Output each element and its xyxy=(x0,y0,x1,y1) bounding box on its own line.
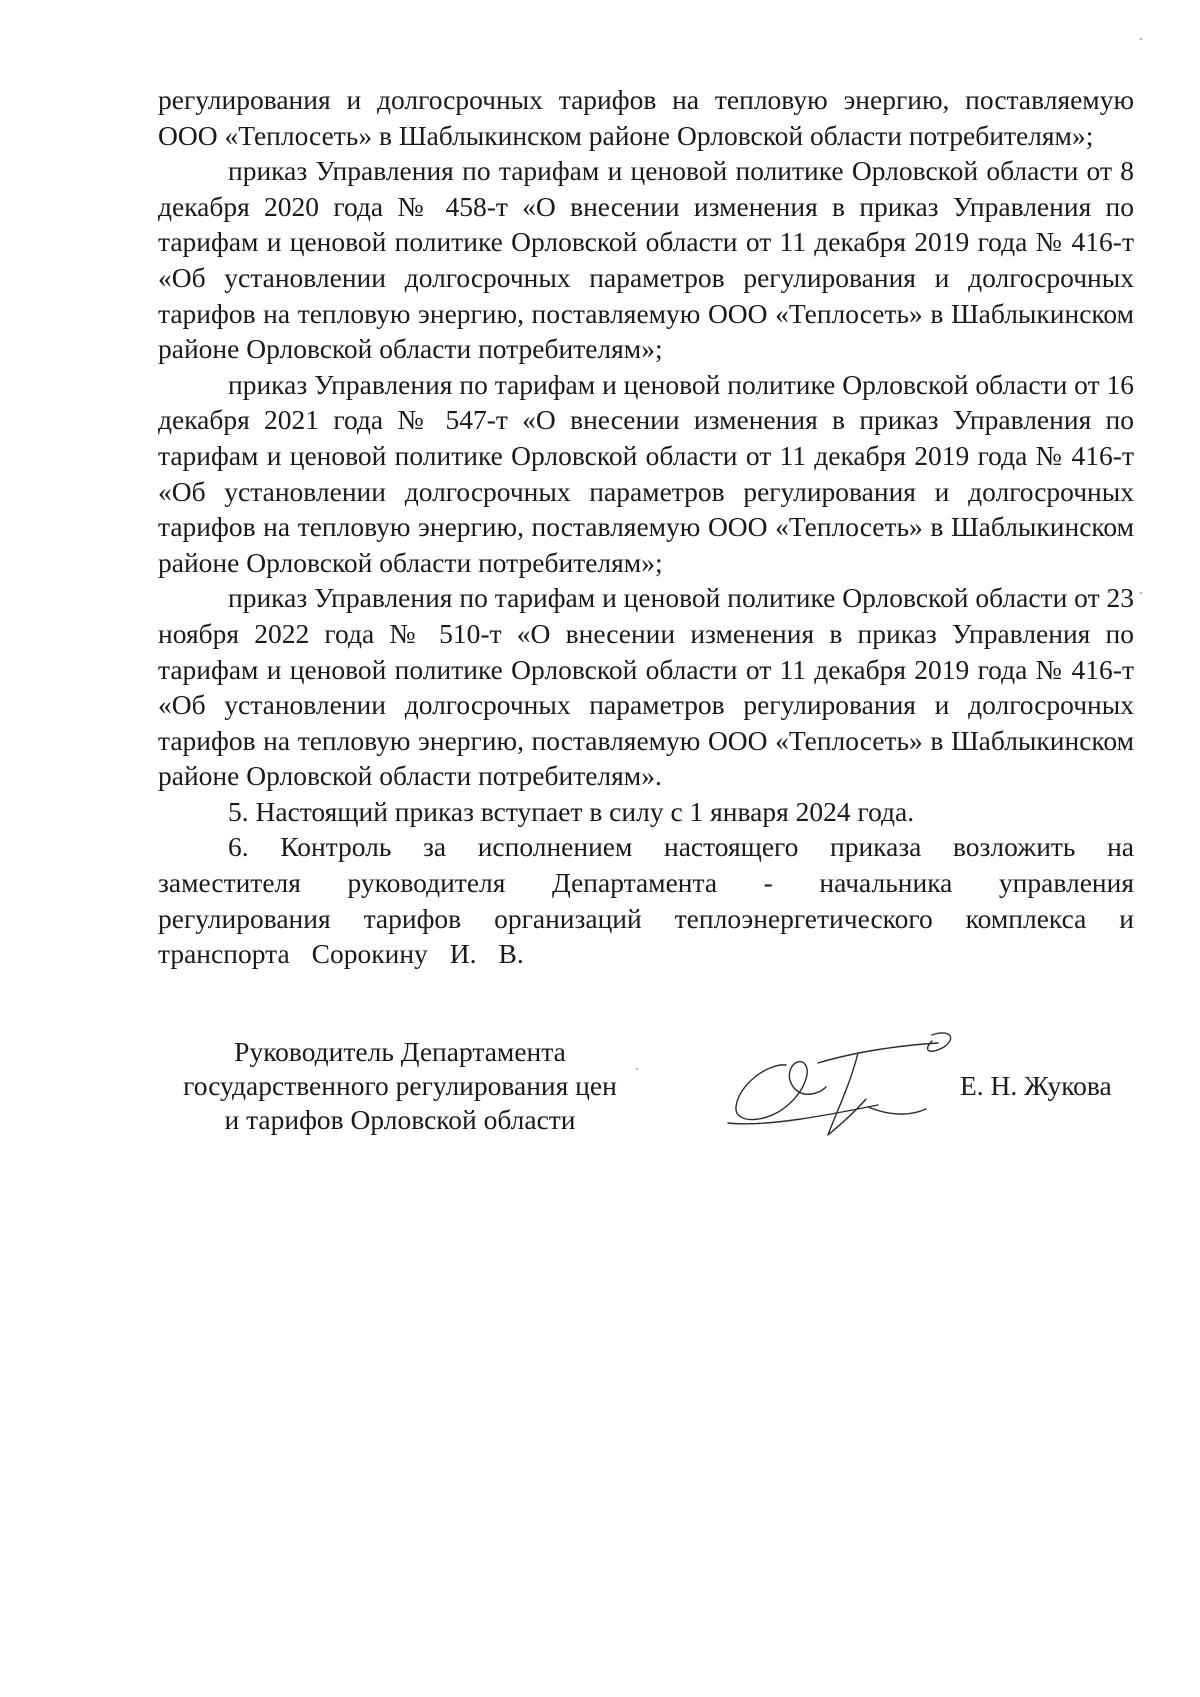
paragraph-item-6: 6. Контроль за исполнением настоящего приказа возложить на заместителя руководителя Департамента - начальника управления регулирования тарифов организаций теплоэнергетического комплекса и транспорта Сорокину И. В. xyxy=(158,831,1134,970)
signatory-title-line: государственного регулирования цен xyxy=(183,1070,617,1101)
document-body xyxy=(158,82,1134,972)
scan-speck xyxy=(1140,38,1142,40)
scan-speck xyxy=(1140,592,1142,594)
signatory-title-line: и тарифов Орловской области xyxy=(224,1104,576,1135)
paragraph-continuation: регулирования и долгосрочных тарифов на тепловую энергию, поставляемую ООО «Теплосеть» в Шаблыкинском районе Орловской области потребителям»; xyxy=(158,84,1134,151)
signature-block xyxy=(160,1035,1140,1175)
signatory-title-line: Руководитель Департамента xyxy=(234,1036,566,1067)
scan-speck xyxy=(636,1068,638,1070)
paragraph-item-5: 5. Настоящий приказ вступает в силу с 1 января 2024 года. xyxy=(228,795,915,827)
paragraph-order-2022: приказ Управления по тарифам и ценовой политике Орловской области от 23 ноября 2022 года № 510-т «О внесении изменения в приказ Управления по тарифам и ценовой политике Орловской области от 11 декабря 2019 года № 416-т «Об установлении долгосрочных параметров регулирования и долгосрочных тарифов на тепловую энергию, поставляемую ООО «Теплосеть» в Шаблыкинском районе Орловской области потребителям». xyxy=(158,582,1134,792)
signatory-name: Е. Н. Жукова xyxy=(960,1070,1112,1101)
signatory-title xyxy=(160,1035,640,1137)
paragraph-order-2020: приказ Управления по тарифам и ценовой политике Орловской области от 8 декабря 2020 года № 458-т «О внесении изменения в приказ Управления по тарифам и ценовой политике Орловской области от 11 декабря 2019 года № 416-т «Об установлении долгосрочных параметров регулирования и долгосрочных тарифов на тепловую энергию, поставляемую ООО «Теплосеть» в Шаблыкинском районе Орловской области потребителям»; xyxy=(158,155,1134,365)
handwritten-signature xyxy=(708,995,968,1145)
paragraph-order-2021: приказ Управления по тарифам и ценовой политике Орловской области от 16 декабря 2021 года № 547-т «О внесении изменения в приказ Управления по тарифам и ценовой политике Орловской области от 11 декабря 2019 года № 416-т «Об установлении долгосрочных параметров регулирования и долгосрочных тарифов на тепловую энергию, поставляемую ООО «Теплосеть» в Шаблыкинском районе Орловской области потребителям»; xyxy=(158,368,1134,578)
